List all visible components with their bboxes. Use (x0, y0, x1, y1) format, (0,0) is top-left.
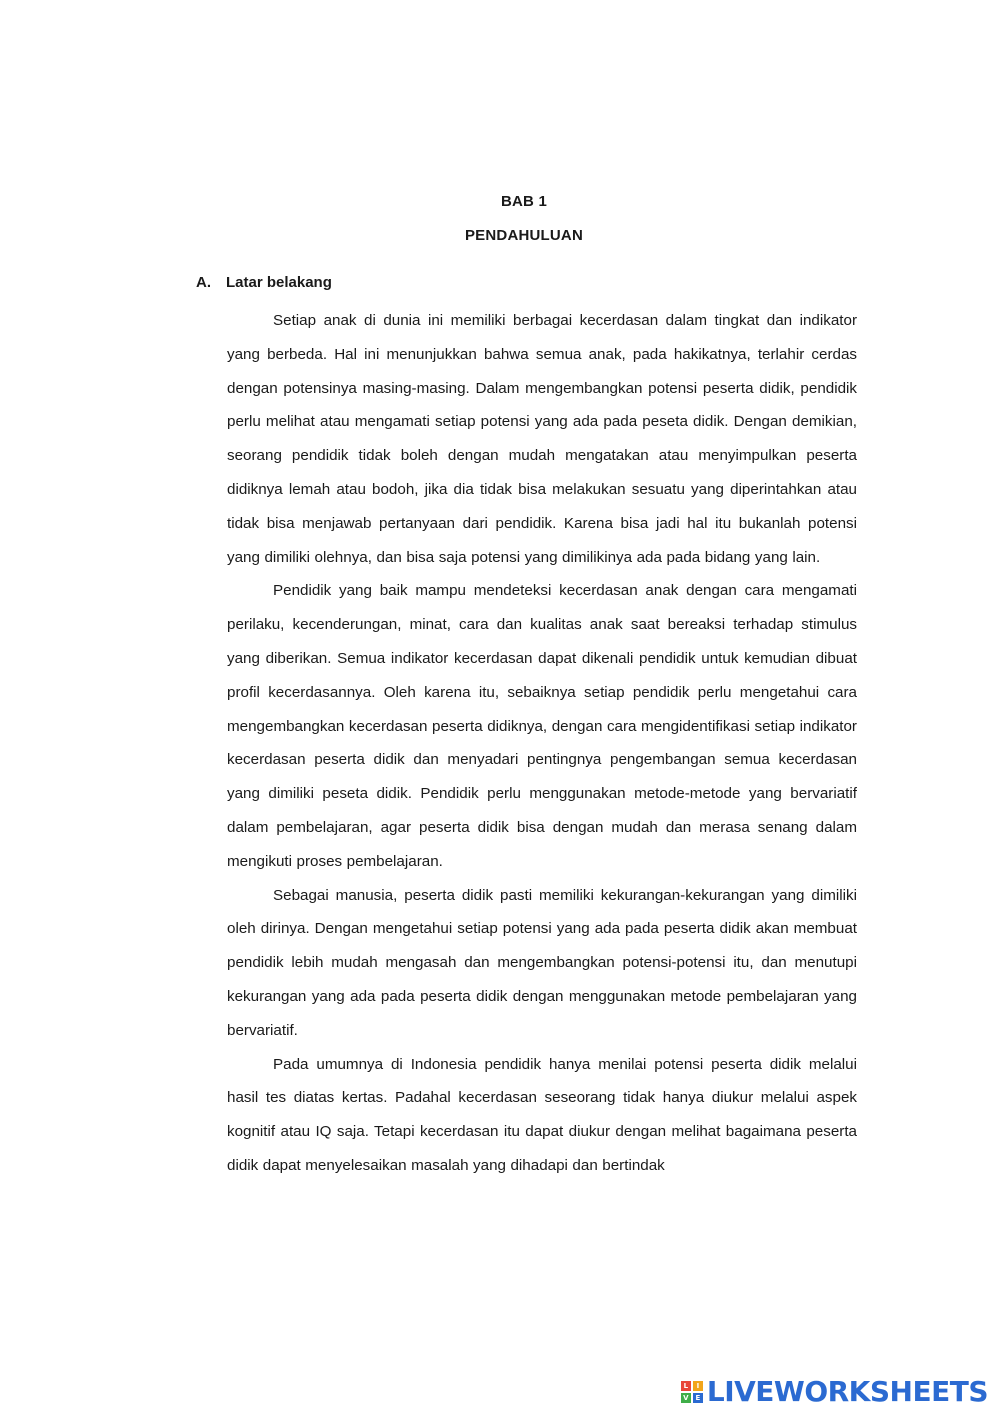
liveworksheets-watermark (681, 1375, 988, 1408)
paragraph: Sebagai manusia, peserta didik pasti memiliki kekurangan-kekurangan yang dimiliki oleh dirinya. Dengan mengetahui setiap potensi yang ada pada peserta didik akan membuat pendidik lebih mudah mengasah dan mengembangkan potensi-potensi itu, dan menutupi kekurangan yang ada pada peserta didik dengan menggunakan metode pembelajaran yang bervariatif. (227, 886, 857, 1039)
body-text (227, 304, 857, 1183)
logo-cell: V (681, 1393, 691, 1403)
watermark-text: LIVEWORKSHEETS (706, 1375, 988, 1408)
section-title: Latar belakang (226, 274, 332, 291)
logo-cell: I (693, 1381, 703, 1391)
logo-cell: L (681, 1381, 691, 1391)
chapter-number: BAB 1 (500, 193, 547, 210)
paragraph: Pada umumnya di Indonesia pendidik hanya menilai potensi peserta didik melalui hasil tes diatas kertas. Padahal kecerdasan seseorang tidak hanya diukur melalui aspek kognitif atau IQ saja. Tetapi kecerdasan itu dapat diukur dengan melihat bagaimana peserta didik dapat menyelesaikan masalah yang dihadapi dan bertindak (227, 1055, 857, 1174)
section-heading (196, 274, 332, 291)
paragraph: Pendidik yang baik mampu mendeteksi kecerdasan anak dengan cara mengamati perilaku, kecenderungan, minat, cara dan kualitas anak saat bereaksi terhadap stimulus yang diberikan. Semua indikator kecerdasan dapat dikenali pendidik untuk kemudian dibuat profil kecerdasannya. Oleh karena itu, sebaiknya setiap pendidik perlu mengetahui cara mengembangkan kecerdasan peserta didiknya, dengan cara mengidentifikasi setiap indikator kecerdasan peserta didik dan menyadari pentingnya pengembangan semua kecerdasan yang dimiliki peseta didik. Pendidik perlu menggunakan metode-metode yang bervariatif dalam pembelajaran, agar peserta didik bisa dengan mudah dan merasa senang dalam mengikuti proses pembelajaran. (227, 582, 857, 870)
logo-cell: E (693, 1393, 703, 1403)
liveworksheets-logo-icon (681, 1381, 703, 1403)
paragraph: Setiap anak di dunia ini memiliki berbagai kecerdasan dalam tingkat dan indikator yang berbeda. Hal ini menunjukkan bahwa semua anak, pada hakikatnya, terlahir cerdas dengan potensinya masing-masing. Dalam mengembangkan potensi peserta didik, pendidik perlu melihat atau mengamati setiap potensi yang ada pada peseta didik. Dengan demikian, seorang pendidik tidak boleh dengan mudah mengatakan atau menyimpulkan peserta didiknya lemah atau bodoh, jika dia tidak bisa melakukan sesuatu yang diperintahkan atau tidak bisa menjawab pertanyaan dari pendidik. Karena bisa jadi hal itu bukanlah potensi yang dimiliki olehnya, dan bisa saja potensi yang dimilikinya ada pada bidang yang lain. (227, 312, 857, 566)
chapter-title: PENDAHULUAN (464, 227, 584, 244)
section-letter: A. (196, 274, 211, 291)
